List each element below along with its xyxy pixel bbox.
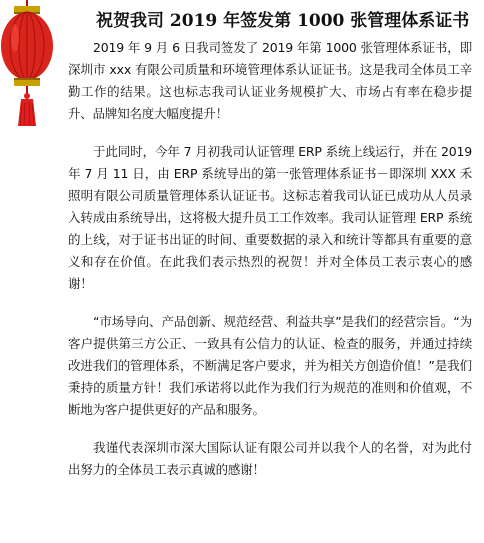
paragraph-1: 2019 年 9 月 6 日我司签发了 2019 年第 1000 张管理体系证书，即深圳市 xxx 有限公司质量和环境管理体系认证证书。这是我司全体员工辛勤工作的结果。这也标志我司认证业务规模扩大、市场占有率在稳步提升、品牌知名度大幅度提升！: [68, 40, 472, 121]
document-title: 祝贺我司 2019 年签发第 1000 张管理体系证书: [96, 11, 470, 31]
paragraph-4: 我谨代表深圳市深大国际认证有限公司并以我个人的名誉，对为此付出努力的全体员工表示真诚的感谢！: [68, 440, 472, 477]
paragraph-2: 于此同时，今年 7 月初我司认证管理 ERP 系统上线运行，并在 2019 年 7 月 11 日，由 ERP 系统导出的第一张管理体系证书－即深圳 XXX 禾照明有限公司质量管理体系认证证书。这标志着我司认证已成功从人员录入转成由系统导出，这将极大提升员工工作效率。我司认证管理 ERP 系统的上线，对于证书出证的时间、重要数据的录入和统计等都具有重要的意义和存在价值。在此我们表示热烈的祝贺！并对全体员工表示衷心的感谢！: [68, 144, 472, 291]
document-body: [68, 37, 472, 497]
paragraph-3: “市场导向、产品创新、规范经营、利益共享”是我们的经营宗旨。“为客户提供第三方公正、一致具有公信力的认证、检查的服务，并通过持续改进我们的管理体系，不断满足客户要求，并为相关方创造价值！”是我们秉持的质量方针！我们承诺将以此作为我们行为规范的准则和价值观，不断地为客户提供更好的产品和服务。: [68, 314, 472, 417]
red-lantern-icon: [0, 0, 60, 140]
